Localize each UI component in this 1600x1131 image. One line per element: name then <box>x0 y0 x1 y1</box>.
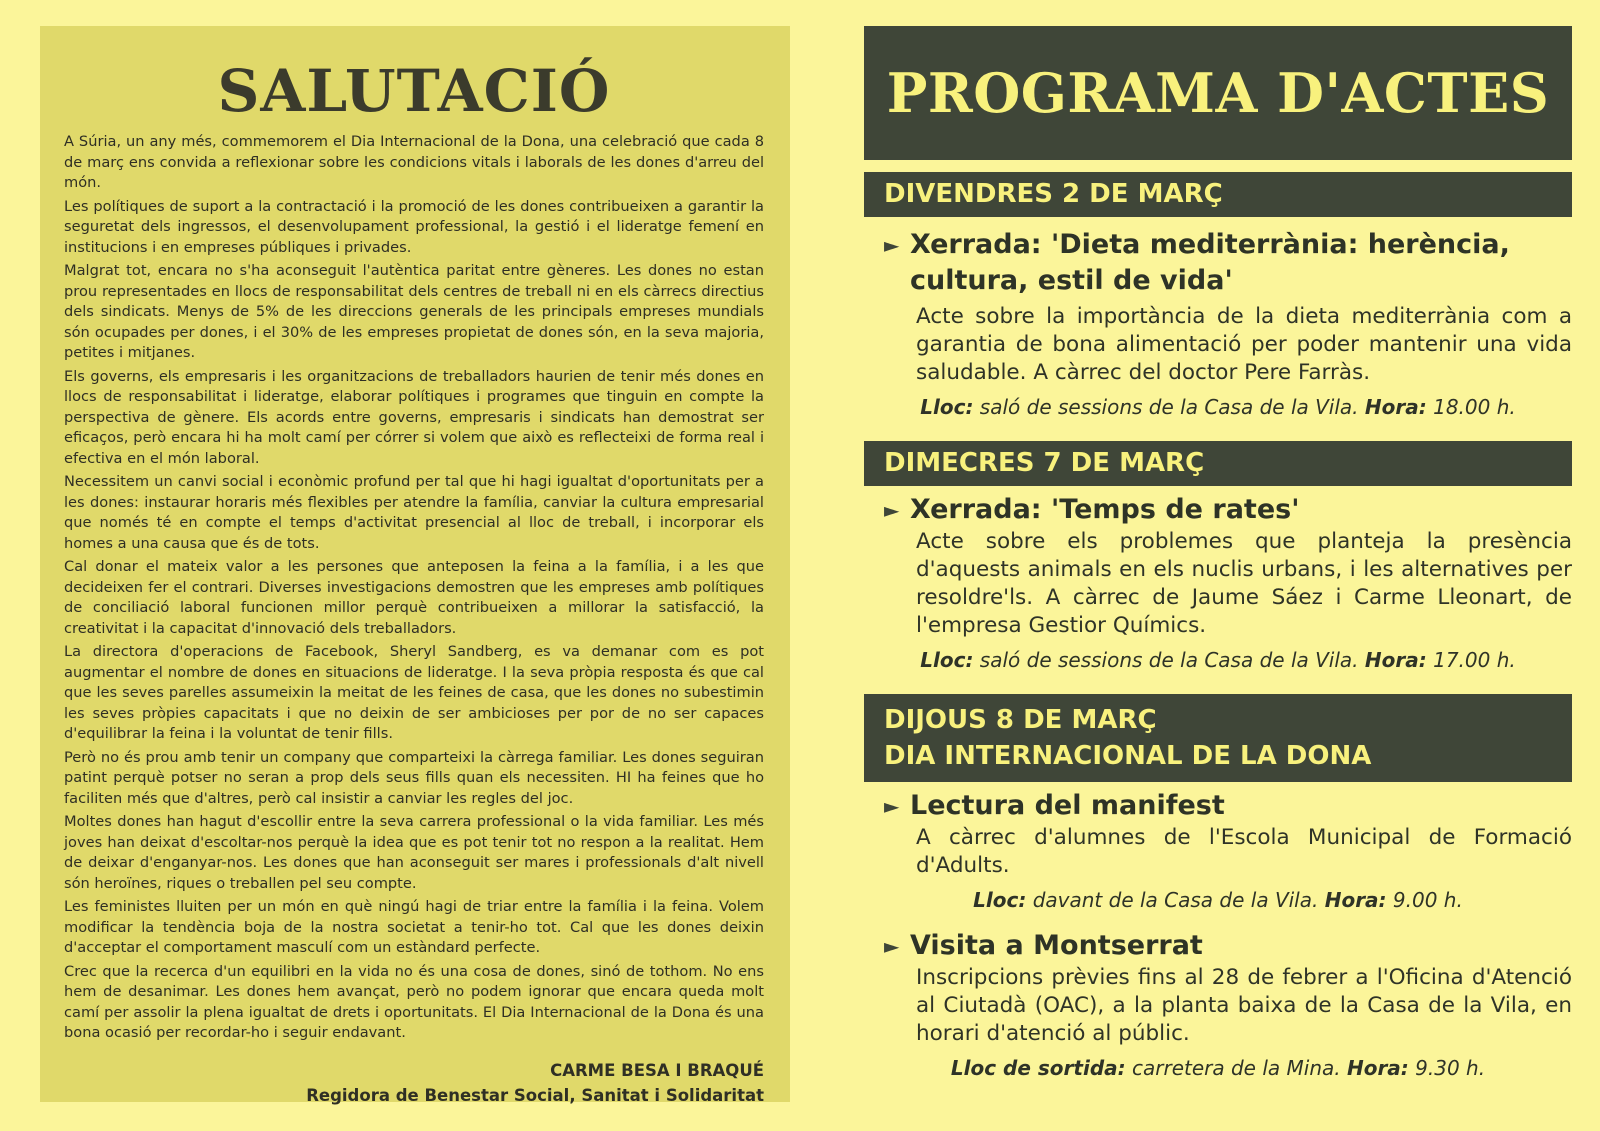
programa-header <box>864 26 1572 160</box>
salutacio-paragraph: Necessitem un canvi social i econòmic profund per tal que hi hagi igualtat d'oportunitats per a les dones: instaurar horaris més flexibles per atendre la família, canviar la cultura empresarial que només té en compte el temps d'activitat presencial al lloc de treball, i incorporar els homes a una causa que és de tots. <box>64 473 764 552</box>
event-description: Inscripcions prèvies fins al 28 de febrer a l'Oficina d'Atenció al Ciutadà (OAC), a la planta baixa de la Casa de la Vila, en horari d'atenció al públic. <box>916 965 1572 1046</box>
event-title-line: Xerrada: 'Temps de rates' <box>910 494 1300 525</box>
day-heading-line: DIJOUS 8 DE MARÇ <box>884 705 1157 735</box>
place-label: Lloc: <box>920 648 974 672</box>
salutacio-title: SALUTACIÓ <box>217 57 611 125</box>
event-title-line: Xerrada: 'Dieta mediterrània: herència, <box>910 229 1510 260</box>
place-label: Lloc: <box>920 395 974 419</box>
event <box>864 928 1572 1082</box>
salutacio-panel <box>40 26 790 1105</box>
signature-name: CARME BESA I BRAQUÉ <box>550 1060 764 1080</box>
day-heading-line: DIVENDRES 2 DE MARÇ <box>884 179 1223 209</box>
programa-title: PROGRAMA D'ACTES <box>886 61 1550 125</box>
event-description: Acte sobre la importància de la dieta mediterrània com a garantia de bona alimentació per poder mantenir una vida saludable. A càrrec del doctor Pere Farràs. <box>916 304 1572 385</box>
salutacio-paragraph: A Súria, un any més, commemorem el Dia Internacional de la Dona, una celebració que cada 8 de març ens convida a reflexionar sobre les condicions vitals i laborals de les dones d'arreu del món. <box>64 133 764 191</box>
event-title-line: Lectura del manifest <box>910 790 1225 821</box>
time-label: Hora: <box>1324 888 1387 912</box>
time-value: 17.00 h. <box>1426 648 1516 672</box>
event-title-line: Visita a Montserrat <box>910 930 1203 961</box>
day-heading-line: DIA INTERNACIONAL DE LA DONA <box>884 741 1372 771</box>
time-label: Hora: <box>1364 395 1427 419</box>
event <box>864 788 1572 914</box>
salutacio-paragraph: Malgrat tot, encara no s'ha aconseguit l'autèntica paritat entre gèneres. Les dones no estan prou representades en llocs de responsabilitat dels centres de treball ni en els càrrecs directius dels sindicats. Menys de 5% de les direccions generals de les principals empreses mundials són ocupades per dones, i el 30% de les empreses propietat de dones són, en la seva majoria, petites i mitjanes. <box>64 262 764 361</box>
day-heading <box>864 441 1572 486</box>
time-value: 9.00 h. <box>1386 888 1463 912</box>
event-title <box>864 788 1572 824</box>
arrow-bullet-icon: ► <box>884 794 900 818</box>
day-heading-line: DIMECRES 7 DE MARÇ <box>884 448 1205 478</box>
arrow-bullet-icon: ► <box>884 934 900 958</box>
time-value: 9.30 h. <box>1408 1056 1486 1080</box>
event-place <box>864 646 1572 674</box>
time-value: 18.00 h. <box>1426 395 1516 419</box>
event-place <box>864 1054 1572 1082</box>
salutacio-paragraph: Les feministes lluiten per un món en què ningú hagi de triar entre la família i la feina. Volem modificar la tendència boja de la nostra societat a tenir-ho tot. Cal que les dones deixin d'acceptar el comportament masculí com un estàndard perfecte. <box>64 898 764 956</box>
place-value: davant de la Casa de la Vila. <box>1026 888 1325 912</box>
day-heading <box>864 172 1572 217</box>
salutacio-paragraph: Els governs, els empresaris i les organitzacions de treballadors haurien de tenir més dones en llocs de responsabilitat i lideratge, elaborar polítiques i programes que tinguin en compte la perspectiva de gènere. Els acords entre governs, empresaris i sindicats han demostrat ser eficaços, però encara hi ha molt camí per córrer si volem que això es reflecteixi de forma real i efectiva en el món laboral. <box>64 367 764 467</box>
place-label: Lloc de sortida: <box>950 1056 1126 1080</box>
signature-role: Regidora de Benestar Social, Sanitat i Solidaritat <box>306 1085 764 1105</box>
time-label: Hora: <box>1364 648 1427 672</box>
arrow-bullet-icon: ► <box>884 233 900 257</box>
event-place <box>864 393 1572 421</box>
salutacio-paragraph: Crec que la recerca d'un equilibri en la vida no és una cosa de dones, sinó de tothom. No ens hem de desanimar. Les dones hem avançat, però no podem ignorar que encara queda molt camí per assolir la plena igualtat de drets i oportunitats. El Dia Internacional de la Dona és una bona ocasió per recordar-ho i seguir endavant. <box>64 962 764 1041</box>
salutacio-paragraph: Moltes dones han hagut d'escollir entre la seva carrera professional o la vida familiar. Les més joves han deixat d'escoltar-nos perquè la idea que es pot tenir tot no respon a la realitat. Hem de deixar d'enganyar-nos. Les dones que han aconseguit ser mares i professionals d'alt nivell són heroïnes, riques o treballen pel seu compte. <box>64 813 764 892</box>
event-title <box>864 492 1572 528</box>
place-value: saló de sessions de la Casa de la Vila. <box>973 395 1365 419</box>
event-description: Acte sobre els problemes que planteja la presència d'aquests animals en els nuclis urbans, i les alternatives per resoldre'ls. A càrrec de Jaume Sáez i Carme Lleonart, de l'empresa Gestior Químics. <box>916 529 1572 638</box>
salutacio-paragraph: Les polítiques de suport a la contractació i la promoció de les dones contribueixen a garantir la seguretat dels ingressos, el desenvolupament professional, la gestió i el lideratge femení en institucions i en empreses públiques i privades. <box>64 197 764 256</box>
place-label: Lloc: <box>973 888 1027 912</box>
arrow-bullet-icon: ► <box>884 498 900 522</box>
place-value: carretera de la Mina. <box>1125 1056 1347 1080</box>
programa-panel <box>864 26 1572 1082</box>
salutacio-paragraph: La directora d'operacions de Facebook, Sheryl Sandberg, es va demanar com es pot augmentar el nombre de dones en situacions de lideratge. I la seva pròpia resposta és que cal que les seves parelles assumeixin la meitat de les feines de casa, que les dones no subestimin les seves pròpies capacitats i que no deixin de ser ambicioses per por de no ser capaces d'equilibrar la feina i la voluntat de tenir fills. <box>64 643 764 742</box>
salutacio-paragraph: Cal donar el mateix valor a les persones que anteposen la feina a la família, i a les que decideixen fer el contrari. Diverses investigacions demostren que les empreses amb polítiques de conciliació laboral funcionen millor perquè contribueixen a millorar la satisfacció, la creativitat i la capacitat d'innovació dels treballadors. <box>64 558 764 637</box>
event-title <box>864 227 1572 299</box>
place-value: saló de sessions de la Casa de la Vila. <box>973 648 1365 672</box>
event-title <box>864 928 1572 964</box>
salutacio-paragraph: Però no és prou amb tenir un company que comparteixi la càrrega familiar. Les dones seguiran patint perquè potser no seran a prop dels seus fills quan els necessiten. HI ha feines que ho faciliten més que d'altres, però cal insistir a canviar les regles del joc. <box>64 748 764 807</box>
event <box>864 227 1572 421</box>
day-heading <box>864 694 1572 782</box>
event-description: A càrrec d'alumnes de l'Escola Municipal de Formació d'Adults. <box>916 825 1572 878</box>
event-place <box>864 886 1572 914</box>
event <box>864 492 1572 674</box>
signature <box>64 1058 764 1108</box>
time-label: Hora: <box>1346 1056 1409 1080</box>
event-title-line: cultura, estil de vida' <box>910 265 1233 296</box>
